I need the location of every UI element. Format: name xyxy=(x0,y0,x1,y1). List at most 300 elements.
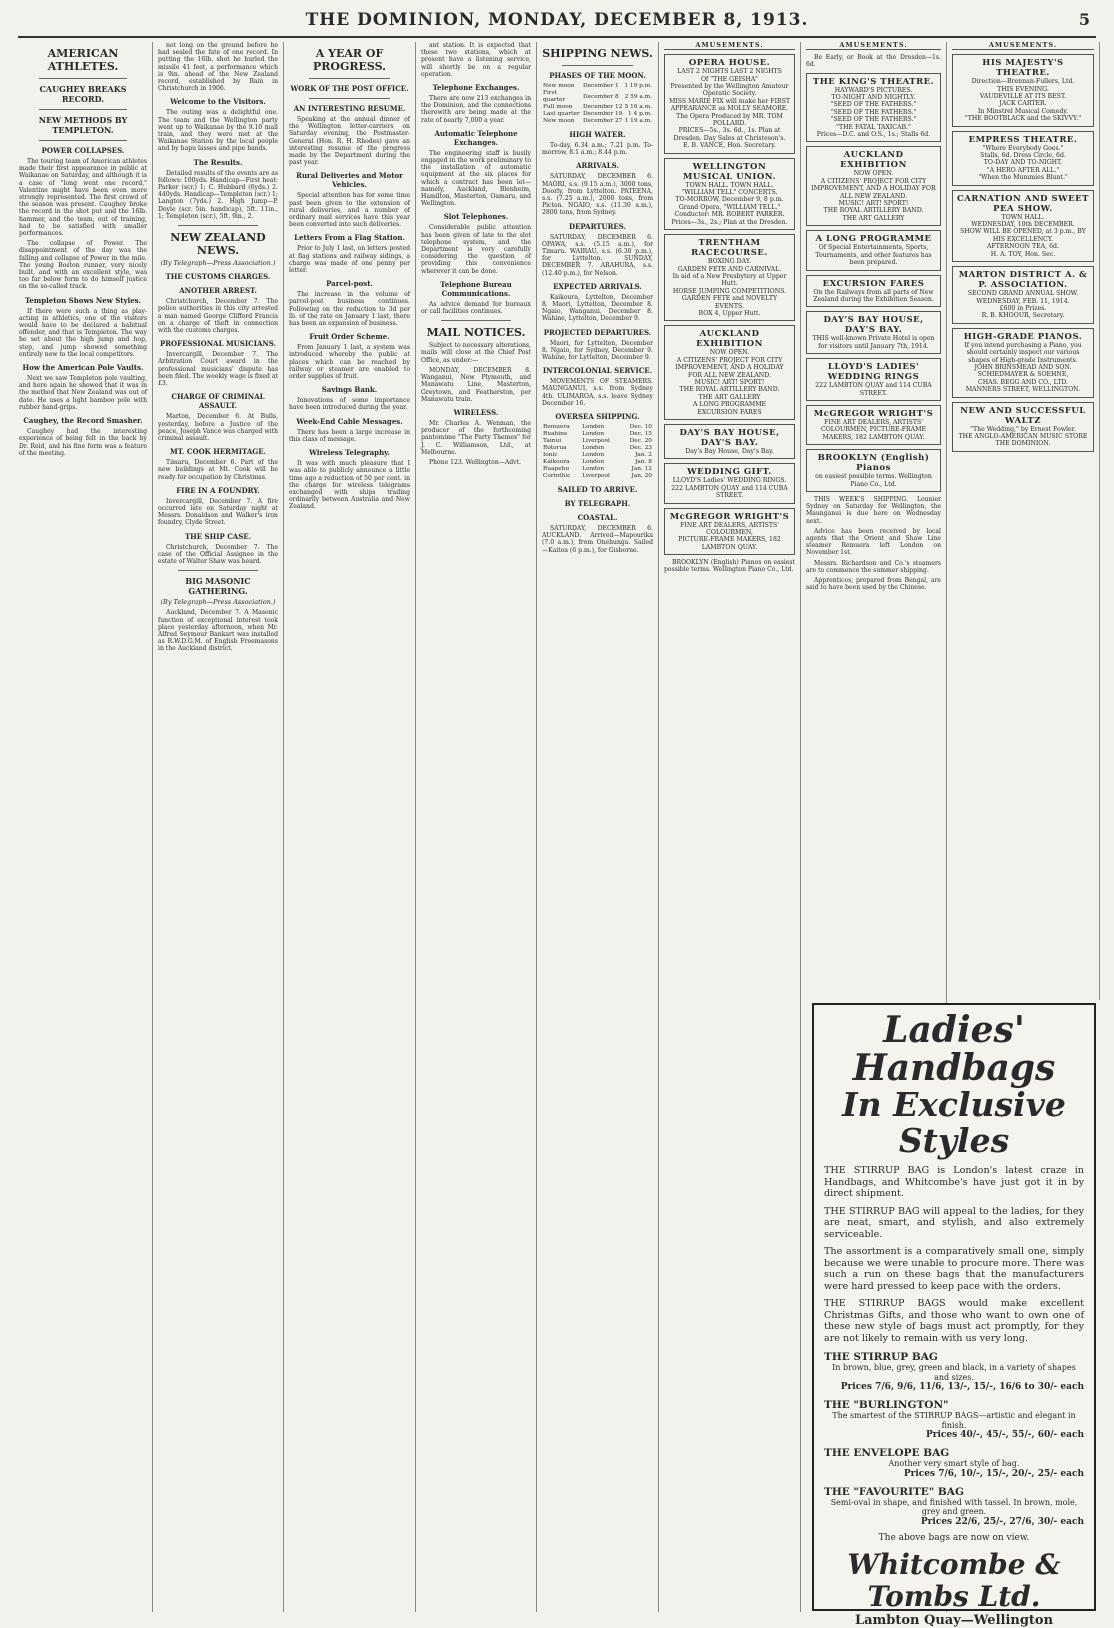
headline: BIG MASONIC GATHERING. xyxy=(185,576,251,597)
article-paragraph: SATURDAY, DECEMBER 6. MAORI, s.s. (9.15 a.m.), 3000 tons, Doorly, from Lyttelton. PATEENA, s.s. (7.25 a.m.), 2000 tons, from Picton. NGAIO, s.s. (11.30 a.m.), 2800 tons, from Sydney. xyxy=(542,173,653,217)
headline: MAIL NOTICES. xyxy=(426,326,526,340)
ad-line: The Opera Produced by MR. TOM POLLARD. xyxy=(676,112,783,128)
ad-heading: EMPRESS THEATRE. xyxy=(968,134,1078,145)
page-number: 5 xyxy=(1078,10,1090,29)
article-paragraph: Considerable public attention has been given of late to the slot telephone system, and the Department is very carefully considering the question of providing this convenience wherever it can be done. xyxy=(421,224,531,275)
moon-phase-row xyxy=(542,118,653,125)
moon-phase-row xyxy=(542,111,653,118)
section-heading: Letters From a Flag Station. xyxy=(294,233,405,243)
ad-heading: TRENTHAM RACECOURSE. xyxy=(691,238,768,259)
ad-line: TOWN HALL. TOWN HALL. "WILLIAM TELL" CONCERTS. xyxy=(681,181,778,197)
ad-line: WEDNESDAY, 10th DECEMBER. xyxy=(971,221,1075,229)
ad-line: TO-MORROW, December 9, 8 p.m. xyxy=(675,196,784,204)
ad-heading: AUCKLAND EXHIBITION xyxy=(840,150,907,171)
table-cell: Dec. 20 xyxy=(629,438,652,445)
section-title: AMUSEMENTS. xyxy=(806,42,941,50)
section-heading: Fruit Order Scheme. xyxy=(309,332,390,342)
table-cell: Liverpool xyxy=(582,473,610,480)
article-paragraph: SATURDAY, DECEMBER 6. AUCKLAND. Arrived—Mapourika (7.0 a.m.), from Onehunga. Sailed—Kaitoa (6 p.m.), for Gisborne. xyxy=(542,525,653,554)
divider xyxy=(309,98,390,99)
table-cell: 1 19 p.m. xyxy=(624,83,652,89)
ad-heading: WEDDING GIFT. xyxy=(687,467,772,478)
section-heading: PROFESSIONAL MUSICIANS. xyxy=(159,339,277,349)
table-cell: London xyxy=(582,452,605,459)
mcgregor-wright-ad xyxy=(664,508,795,556)
ad-line: THE DOMINION. xyxy=(995,440,1051,448)
moon-phase-row xyxy=(542,90,653,104)
article-paragraph: There are now 213 exchanges in the Dominion, and the connections therewith are being made at the rate of nearly 7,000 a year. xyxy=(421,95,531,124)
ad-line: WEDNESDAY, FEB. 11, 1914. xyxy=(976,297,1070,305)
article-paragraph: Advice has been received by local agents that the Orient and Shaw Line steamer Remuera left London on November 1st. xyxy=(806,527,941,557)
table-cell: 2 59 a.m. xyxy=(624,93,652,100)
table-cell: New moon xyxy=(543,118,575,124)
ad-line: EXCURSION FARES xyxy=(697,408,762,416)
ad-heading: McGREGOR WRIGHT'S xyxy=(669,511,790,522)
pianos-ad xyxy=(952,328,1094,398)
column-1 xyxy=(14,42,153,1612)
ad-line: FINE ART DEALERS, ARTISTS' COLOURMEN, PICTURE-FRAME MAKERS, 182 LAMBTON QUAY. xyxy=(820,418,926,441)
article-paragraph: Invercargill, December 7. A fire occurred late on Saturday night at Messrs. Donaldson and Walker's iron foundry, Clyde Street. xyxy=(158,497,278,527)
ad-line: BOX 4, Upper Hutt. xyxy=(698,309,761,317)
table-cell: Full moon xyxy=(543,104,573,110)
ad-line: AFTERNOON TEA, 6d. xyxy=(987,243,1059,251)
divider xyxy=(39,78,127,79)
section-heading: How the American Pole Vaults. xyxy=(22,363,144,373)
bag-item xyxy=(824,1351,1084,1392)
article-paragraph: Kaikoura, Lyttelton, December 8. Maori, Lyttelton, December 8. Ngaio, Wanganui, December 8. Wahine, Lyttelton, December 9. xyxy=(542,293,653,323)
article-paragraph: Special attention has for some time past been given to the extension of rural deliveries, and a number of ordinary mail services have this year been converted into such deliveries. xyxy=(289,192,410,229)
ad-heading: LLOYD'S LADIES' WEDDING RINGS xyxy=(827,362,920,383)
bag-description: Another very smart style of bag. xyxy=(888,1459,1020,1468)
section-heading: OVERSEA SHIPPING. xyxy=(555,412,640,422)
ad-line: 222 LAMBTON QUAY and 114 CUBA STREET. xyxy=(671,484,788,500)
section-heading: Telephone Bureau Communications. xyxy=(440,279,512,298)
ad-line: "SEED OF THE FATHERS." xyxy=(830,108,917,116)
ad-heading: NEW AND SUCCESSFUL WALTZ xyxy=(960,405,1086,426)
bag-item xyxy=(824,1399,1084,1440)
column-4 xyxy=(416,42,537,1612)
ad-line: TO-NIGHT AND NIGHTLY. xyxy=(831,94,916,102)
ad-heading: AUCKLAND EXHIBITION xyxy=(696,329,763,350)
ad-line: PICTURE-FRAME MAKERS, 182 LAMBTON QUAY. xyxy=(678,536,781,551)
ad-line: on easiest possible terms. Wellington Piano Co., Ltd. xyxy=(815,473,932,488)
ad-line: GARDEN FETE and NOVELTY EVENTS. xyxy=(681,295,778,310)
section-heading: MT. COOK HERMITAGE. xyxy=(169,447,266,457)
shipping-row xyxy=(542,424,653,431)
moon-phase-row xyxy=(542,83,653,90)
article-paragraph: It was with much pleasure that I was able to publicly announce a little time ago a reduction of 50 per cent. in the charge for wireless telegrams exchanged with ships trading ordinarily between Australia and New Zealand. xyxy=(289,460,410,511)
table-cell: December 19 xyxy=(582,111,623,117)
article-paragraph: Christchurch, December 7. The police authorities in this city arrested a man named George Clifford Francis on a charge of theft in connection with the customs charges. xyxy=(158,298,278,335)
ad-line: Grand Opera, "WILLIAM TELL." xyxy=(678,203,781,211)
ad-line: A CITIZENS' PROJECT FOR CITY IMPROVEMENT, AND A HOLIDAY FOR ALL NEW ZEALAND. xyxy=(811,177,936,200)
ad-line: MUSIC! ART! SPORT! xyxy=(838,200,909,208)
article-paragraph: not long on the ground before he had sealed the fate of one record. In putting the 16lb. shot he hurled the missile 41 feet, a performance which is 9in. ahead of the New Zealand record, established by Bain in Christchurch in 1906. xyxy=(158,42,278,93)
ad-line: E. B. VANCE, Hon. Secretary. xyxy=(683,142,776,150)
ad-heading: HIS MAJESTY'S THEATRE. xyxy=(982,58,1064,79)
ad-line: THE ROYAL ARTILLERY BAND. xyxy=(823,207,924,215)
table-cell: Remuera xyxy=(543,424,570,431)
bag-name: THE "FAVOURITE" BAG xyxy=(824,1485,964,1498)
trentham-ad xyxy=(664,234,795,321)
article-paragraph: As advice demand for bureaux or call facilities continues. xyxy=(421,300,531,316)
brooklyn-piano-ad xyxy=(806,449,941,492)
ad-heading: A LONG PROGRAMME xyxy=(815,234,932,245)
article-paragraph: SATURDAY, DECEMBER 6. OPAWA, s.s. (5.15 a.m.), for Timaru. WAIRAU, s.s. (6.30 p.m.), for Lyttelton. SUNDAY, DECEMBER 7. ARAHURA, s.s. (12.40 p.m.), for Nelson. xyxy=(542,233,653,277)
ad-line: If you intend purchasing a Piano, you should certainly inspect our various shapes of High-grade Instruments. xyxy=(964,341,1082,364)
section-heading: DEPARTURES. xyxy=(569,221,626,231)
ad-line: 222 LAMBTON QUAY and 114 CUBA STREET. xyxy=(815,382,932,397)
section-heading: THE CUSTOMS CHARGES. xyxy=(165,272,271,282)
bag-price: Prices 22/6, 25/-, 27/6, 30/- each xyxy=(920,1516,1084,1527)
ad-paragraph: The assortment is a comparatively small one, simply because we were unable to procure more. There was such a run on these bags that the manufacturers were hard pressed to keep pace with the orders. xyxy=(824,1246,1084,1292)
table-cell: Jan. 8 xyxy=(635,459,652,466)
bag-description: Semi-oval in shape, and finished with tassel. In brown, mole, grey and green. xyxy=(830,1497,1078,1516)
section-heading: ANOTHER ARREST. xyxy=(179,286,257,296)
ad-heading: DAY'S BAY HOUSE, DAY'S BAY. xyxy=(679,428,780,449)
table-cell: Jan. 2 xyxy=(635,452,652,459)
article-paragraph: From January 1 last, a system was introduced whereby the public at places which can be reached by railway or steamer are enabled to order supplies of fruit. xyxy=(289,344,410,381)
table-cell: London xyxy=(582,424,605,431)
article-paragraph: Caughey had the interesting experience of being felt in the back by Dr. Reid, and his fine form was a feature of the meeting. xyxy=(19,428,147,457)
days-bay-house-ad xyxy=(806,311,941,354)
ad-line: On the Railways from all parts of New Zealand during the Exhibition Season. xyxy=(813,288,934,303)
auckland-exhibition-ad xyxy=(806,146,941,226)
ad-line: NOW OPEN. xyxy=(853,170,894,178)
section-heading: SAILED TO ARRIVE. xyxy=(557,485,638,495)
divider xyxy=(178,225,258,226)
section-heading: COASTAL. xyxy=(577,513,618,523)
moon-phase-row xyxy=(542,104,653,111)
ad-heading: HIGH-GRADE PIANOS. xyxy=(963,331,1083,342)
byline: (By Telegraph—Press Association.) xyxy=(160,259,276,268)
headline: SHIPPING NEWS. xyxy=(542,47,653,60)
article-paragraph: Invercargill, December 7. The Arbitration Court award in the professional musicians' dispute has been filed. The weekly wage is fixed at £3. xyxy=(158,351,278,388)
bag-item xyxy=(824,1486,1084,1527)
ad-heading: OPERA HOUSE. xyxy=(688,58,771,69)
ad-paragraph: THE STIRRUP BAGS would make excellent Christmas Gifts, and those who want to own one of these new style of bags must act promptly, for they are not likely to remain with us very long. xyxy=(824,1298,1084,1344)
ad-line: TO-DAY AND TO-NIGHT. xyxy=(983,159,1063,167)
ad-line: FINE ART DEALERS, ARTISTS' COLOURMEN, xyxy=(680,521,779,537)
ad-line: H. A. TOY, Hon. Sec. xyxy=(990,250,1056,258)
ad-line: "SEED OF THE FATHERS." xyxy=(830,116,917,124)
ad-line: THIS well-known Private Hotel is open for visitors until January 7th, 1914. xyxy=(812,335,935,350)
article-paragraph: Christchurch, December 7. The case of the Official Assignee in the estate of Walter Shaw was heard. xyxy=(158,543,278,565)
section-heading: Parcel-post. xyxy=(326,279,373,289)
ad-line: In aid of a New Presbytery at Upper Hutt. xyxy=(672,272,787,288)
ad-line: A CITIZENS' PROJECT FOR CITY IMPROVEMENT, AND A HOLIDAY FOR ALL NEW ZEALAND. xyxy=(675,356,784,379)
headline: NEW ZEALAND NEWS. xyxy=(170,231,266,258)
classified-text: BROOKLYN (English) Pianos on easiest possible terms. Wellington Piano Co., Ltd. xyxy=(664,559,795,574)
headline: A YEAR OF PROGRESS. xyxy=(313,47,386,73)
column-3 xyxy=(284,42,416,1612)
article-paragraph: ant station. It is expected that these two stations, which at present have a listening service, will shortly be on a regular operation. xyxy=(421,42,531,78)
section-heading: Slot Telephones. xyxy=(443,212,509,222)
table-cell: Corinthic xyxy=(543,473,571,480)
article-paragraph: The engineering staff is busily engaged in the work preliminary to the installation of automatic equipment at the six places for which a contract has been let—namely, Auckland, Blenheim, Hamilton, Masterton, Oamaru, and Wellington. xyxy=(421,149,531,208)
section-heading: INTERCOLONIAL SERVICE. xyxy=(542,366,653,376)
section-title: AMUSEMENTS. xyxy=(952,42,1094,50)
ad-line: "THE FATAL TAXICAB." xyxy=(836,123,911,131)
tide-text: To-day, 6.34 a.m.; 7.21 p.m. To-morrow, 8.1 a.m.; 8.44 p.m. xyxy=(542,142,653,157)
days-bay-ad xyxy=(664,424,795,459)
wedding-gift-ad xyxy=(664,463,795,503)
ad-line: THE ANGLO-AMERICAN MUSIC STORE xyxy=(958,432,1088,440)
ad-line: "A HERO AFTER ALL." xyxy=(986,166,1060,174)
ad-line: THE ART GALLERY xyxy=(842,214,905,222)
bag-description: The smartest of the STIRRUP BAGS—artistic and elegant in finish. xyxy=(832,1411,1076,1430)
ad-line: SCHIEDMAYER & SOEHNE, xyxy=(977,371,1069,379)
section-heading: PHASES OF THE MOON. xyxy=(549,71,646,80)
ad-line: A LONG PROGRAMME xyxy=(692,401,767,409)
ad-line: R. B. KHOOUR, Secretary. xyxy=(981,312,1065,320)
ad-line: In Minstrel Musical Comedy. xyxy=(977,107,1069,115)
column-8 xyxy=(947,42,1100,1000)
table-cell: 1 19 a.m. xyxy=(624,118,652,124)
bag-description: In brown, blue, grey, green and black, in a variety of shapes and sizes. xyxy=(832,1363,1076,1382)
divider xyxy=(441,320,511,321)
table-cell: London xyxy=(582,445,605,452)
article-paragraph: Phone 123. Wellington—Advt. xyxy=(429,458,521,466)
ad-line: "THE BOOTBLACK and the SKIVVY." xyxy=(964,115,1082,123)
ad-line: TOWN HALL. xyxy=(1001,213,1045,221)
article-paragraph: The outing was a delightful one. The team and the Wellington party went up to Waikanae by the 9.10 mail train, and they were met at the Waikanae Station by the local people and by hapu lasses and pipe bands. xyxy=(158,109,278,153)
table-cell: Ruahine xyxy=(543,431,568,438)
lloyds-rings-ad xyxy=(806,358,941,401)
article-paragraph: Messrs. Richardson and Co.'s steamers are to commence the summer shipping. xyxy=(806,559,941,574)
table-cell: Ionic xyxy=(543,452,558,459)
ad-line: MANNERS STREET, WELLINGTON. xyxy=(965,386,1081,394)
article-paragraph: THIS WEEK'S SHIPPING. Lounier Sydney on Saturday for Wellington, the Maunganui is due here on Wednesday next. xyxy=(806,495,941,525)
bag-name: THE "BURLINGTON" xyxy=(824,1399,949,1411)
ad-paragraph: THE STIRRUP BAG is London's latest craze in Handbags, and Whitcombe's have just got it in by direct shipment. xyxy=(824,1165,1084,1199)
shipping-row xyxy=(542,452,653,459)
divider xyxy=(39,140,127,141)
ad-line: "SEED OF THE FATHERS." xyxy=(830,101,917,109)
section-heading: Savings Bank. xyxy=(321,385,378,395)
article-paragraph: Timaru, December 6. Part of the new buildings at Mt. Cook will be ready for occupation by Christmas. xyxy=(158,459,278,481)
ad-line: CHAS. BEGG AND CO., LTD. xyxy=(977,378,1069,386)
section-heading: PROJECTED DEPARTURES. xyxy=(543,327,652,337)
section-heading: Week-End Cable Messages. xyxy=(296,416,403,426)
ad-heading: McGREGOR WRIGHT'S xyxy=(813,408,934,419)
subheadline: WORK OF THE POST OFFICE. xyxy=(290,84,409,93)
shipping-row xyxy=(542,466,653,473)
section-heading: Templeton Shows New Styles. xyxy=(24,295,142,305)
ad-heading: THE KING'S THEATRE. xyxy=(812,76,935,87)
ad-line: THE ART GALLERY xyxy=(698,393,761,401)
ad-heading: MARTON DISTRICT A. & P. ASSOCIATION. xyxy=(958,270,1088,291)
section-heading: THE SHIP CASE. xyxy=(184,531,252,541)
ad-line: Conductor: MR. ROBERT PARKER. xyxy=(674,211,785,219)
table-cell: Dec. 10 xyxy=(629,424,652,431)
section-heading: EXPECTED ARRIVALS. xyxy=(553,281,642,291)
ad-line: NOW OPEN. xyxy=(709,349,750,357)
section-heading: Telephone Exchanges. xyxy=(432,83,520,93)
ad-line: PRICES—5s., 3s. 6d., 1s. Plan at Dresden. Day Sales at Christeson's. xyxy=(673,127,786,142)
bag-price: Prices 7/6, 9/6, 11/6, 13/-, 15/-, 16/6 to 30/- each xyxy=(840,1382,1084,1392)
excursion-fares-ad xyxy=(806,275,941,308)
ad-line: Of Special Entertainments, Sports, Tournaments, and other features has been prepared. xyxy=(815,244,932,267)
ad-heading: EXCURSION FARES xyxy=(822,278,925,289)
table-cell: London xyxy=(582,459,605,466)
shipping-row xyxy=(542,431,653,438)
table-cell: Last quarter xyxy=(543,111,580,117)
article-paragraph: Maori, for Lyttelton, December 8. Ngaio, for Sydney, December 9. Wahine, for Lyttelton, December 9. xyxy=(542,339,653,362)
article-paragraph: Innovations of some importance have been introduced during the year. xyxy=(289,397,410,412)
ad-line: JACK CARTER. xyxy=(999,100,1047,108)
table-cell: Jan. 12 xyxy=(631,466,652,473)
ad-line: LAST 2 NIGHTS LAST 2 NIGHTS xyxy=(677,68,782,76)
section-heading: FIRE IN A FOUNDRY. xyxy=(176,485,260,495)
section-heading: HIGH WATER. xyxy=(569,130,626,139)
ad-footer: The above bags are now on view. xyxy=(878,1532,1030,1543)
musical-union-ad xyxy=(664,158,795,230)
article-paragraph: Speaking at the annual dinner of the Wellington letter-carriers on Saturday evening, the Postmaster-General (Hon. R. H. Rhodes) gave an interesting resume of the progress made by the Department during the past year. xyxy=(289,116,410,167)
ad-heading: BROOKLYN (English) Pianos xyxy=(817,453,930,474)
table-cell: Kaikoura xyxy=(543,459,570,466)
article-paragraph: Mr. Charles A. Wenman, the producer of the forthcoming pantomime "The Party Themes" for J. C. Williamson, Ltd., at Melbourne. xyxy=(421,419,531,456)
article-paragraph: Auckland, December 7. A Masonic function of exceptional interest took place yesterday afternoon, when Mr. Alfred Seymour Bankart was installed as R.W.D.G.M. of English Freemasons in the Auckland district. xyxy=(158,609,278,653)
section-heading: CHARGE OF CRIMINAL ASSAULT. xyxy=(171,392,265,411)
ad-heading: DAY'S BAY HOUSE, DAY'S BAY. xyxy=(823,315,924,336)
section-heading: WIRELESS. xyxy=(453,407,499,417)
table-cell: Liverpool xyxy=(582,438,610,445)
article-paragraph: Marton, December 6. At Bulls, yesterday, before a Justice of the peace, Joseph Vance was charged with criminal assault. xyxy=(158,413,278,442)
ad-line: £600 in Prizes. xyxy=(999,304,1047,312)
bag-item xyxy=(824,1447,1084,1479)
section-heading: BY TELEGRAPH. xyxy=(564,499,631,509)
ad-line: Prices—3s., 2s.; Plan at the Dresden. xyxy=(671,218,788,226)
divider xyxy=(309,78,390,79)
bag-name: THE ENVELOPE BAG xyxy=(824,1447,950,1459)
table-cell: London xyxy=(582,466,605,473)
bag-name: THE STIRRUP BAG xyxy=(824,1351,938,1363)
column-6 xyxy=(659,42,801,1612)
table-cell: December 12 xyxy=(582,104,623,110)
ad-heading: WELLINGTON MUSICAL UNION. xyxy=(683,161,776,182)
shipping-row xyxy=(542,438,653,445)
marton-show-ad xyxy=(952,266,1094,324)
firm-location: Lambton Quay—Wellington xyxy=(854,1612,1054,1628)
ad-headline: Ladies' Handbags xyxy=(852,1009,1056,1089)
subheadline: CAUGHEY BREAKS RECORD. xyxy=(39,84,127,104)
article-paragraph: MOVEMENTS OF STEAMERS. MAUNGANUI, s.s. from Sydney 4th. ULIMAROA, s.s. leave Sydney December 16. xyxy=(542,378,653,407)
section-title: AMUSEMENTS. xyxy=(664,42,795,50)
table-cell: December 8 xyxy=(582,93,619,100)
subheadline: POWER COLLAPSES. xyxy=(41,146,125,155)
section-heading: Rural Deliveries and Motor Vehicles. xyxy=(296,171,403,190)
ad-line: JOHN BRINSMEAD AND SON. xyxy=(974,363,1072,371)
subheadline: NEW METHODS BY TEMPLETON. xyxy=(38,115,128,135)
ad-heading: CARNATION AND SWEET PEA SHOW. xyxy=(957,193,1089,214)
ad-line: Direction—Brennan-Fullers, Ltd. xyxy=(971,78,1075,86)
ad-line: MUSIC! ART! SPORT! xyxy=(694,378,765,386)
table-cell: Jan. 20 xyxy=(631,473,652,480)
table-cell: Rotorua xyxy=(543,445,567,452)
table-cell: Tainui xyxy=(543,438,562,445)
section-heading: Welcome to the Visitors. xyxy=(170,97,266,107)
ad-line: Day's Bay House, Day's Bay. xyxy=(685,448,774,456)
column-2 xyxy=(153,42,284,1612)
byline: (By Telegraph—Press Association.) xyxy=(160,598,276,607)
auckland-exhibition-ad xyxy=(664,325,795,420)
ad-line: THIS EVENING. xyxy=(997,85,1049,93)
ad-line: VAUDEVILLE AT ITS BEST. xyxy=(979,93,1067,101)
table-cell: December 27 xyxy=(582,118,623,124)
column-5 xyxy=(537,42,659,1612)
handbag-advertisement xyxy=(812,1003,1096,1628)
ad-line: "When the Mummies Blunt." xyxy=(978,174,1068,182)
ad-line: LLOYD'S Ladies' WEDDING RINGS. xyxy=(672,477,787,485)
opera-house-ad xyxy=(664,54,795,153)
shipping-row xyxy=(542,459,653,466)
article-paragraph: Prior to July 1 last, on letters posted at flag stations and railway sidings, a charge was made of one penny per letter. xyxy=(289,245,410,275)
ad-line: Presented by the Wellington Amateur Operatic Society. xyxy=(670,83,789,98)
ad-line: SECOND GRAND ANNUAL SHOW. xyxy=(967,290,1079,298)
section-heading: Caughey, the Record Smasher. xyxy=(23,416,143,426)
programme-ad xyxy=(806,230,941,270)
oversea-shipping-table xyxy=(542,424,653,480)
section-heading: Automatic Telephone Exchanges. xyxy=(434,128,518,147)
masthead xyxy=(18,8,1096,38)
article-paragraph: Detailed results of the events are as follows: 100yds. Handicap—First heat: Parker (scr.) 1; C. Hubbard (6yds.) 2. 440yds. Handicap—Templeton (scr.) 1; Langton (7yds.) 2. High Jump—P. Doyle (scr. 5in. handicap), 5ft. 11in., 1; Templeton (scr.), 5ft. 9in., 2. xyxy=(158,169,278,220)
divider xyxy=(39,109,127,110)
table-cell: London xyxy=(582,431,605,438)
ad-line: Stalls, 6d. Dress Circle, 6d. xyxy=(980,152,1066,160)
moon-phase-table xyxy=(542,83,653,125)
table-cell: Dec. 15 xyxy=(629,431,652,438)
section-heading: ARRIVALS. xyxy=(576,161,619,171)
article-paragraph: The collapse of Power. The disappointment of the day was the falling and collapse of Power in the mile. The young Boston runner, very nicely built, and with an excellent style, was too far below form to do himself justice on the so-called track. xyxy=(19,240,147,291)
section-heading: The Results. xyxy=(193,157,243,167)
shipping-row xyxy=(542,445,653,452)
bag-price: Prices 40/-, 45/-, 55/-, 60/- each xyxy=(925,1430,1084,1440)
waltz-ad xyxy=(952,402,1094,452)
ad-line: HAYWARD'S PICTURES. xyxy=(834,86,913,94)
mcgregor-wright-ad xyxy=(806,405,941,445)
ad-line: "The Wedding," by Ernest Fowler. xyxy=(970,425,1076,433)
table-cell: 1 4 p.m. xyxy=(628,111,652,117)
kings-theatre-ad xyxy=(806,73,941,143)
ad-line: GARDEN FETE AND CARNIVAL. xyxy=(677,265,782,273)
ad-paragraph: THE STIRRUP BAG will appeal to the ladies, for they are neat, smart, and stylish, and also extremely serviceable. xyxy=(824,1205,1084,1240)
article-paragraph: If there were such a thing as play-acting in athletics, one of the visitors would have to be declared a habitual offender, and that is Templeton. The way he set about the high jump and hop, step, and jump showed something entirely new to the local competitors. xyxy=(19,307,147,358)
ad-line: SHOW WILL BE OPENED, at 3 p.m., BY HIS EXCELLENCY. xyxy=(960,228,1086,243)
table-cell: Dec. 23 xyxy=(629,445,652,452)
classified-text: Be Early, or Book at the Dresden—1s. 6d. xyxy=(806,54,941,69)
his-majestys-theatre-ad xyxy=(952,54,1094,126)
carnation-show-ad xyxy=(952,190,1094,262)
table-cell: 5 16 a.m. xyxy=(624,104,652,110)
article-paragraph: The increase in the volume of parcel-post business continues. Following on the reduction to 3d per lb. of the rate on January 1 last, there has been an expansion of business. xyxy=(289,291,410,328)
subheadline: AN INTERESTING RESUME. xyxy=(293,104,406,113)
article-paragraph: Apprentices, prepared from Bengal, are said to have been used by the Chinese. xyxy=(806,577,941,592)
article-paragraph: Subject to necessary alterations, mails will close at the Chief Post Office, as under:— xyxy=(421,342,531,364)
ad-line: MISS MARIE FIX will make her FIRST APPEARANCE as MOLLY SEAMORE. xyxy=(668,97,791,113)
divider xyxy=(178,570,258,571)
bag-price: Prices 7/6, 10/-, 15/-, 20/-, 25/- each xyxy=(903,1468,1084,1479)
headline: AMERICAN ATHLETES. xyxy=(47,47,119,73)
ad-line: BOXING DAY. xyxy=(707,258,752,266)
article-paragraph: Next we saw Templeton pole vaulting, and here again he showed that it was in the method that New Zealand was out of date. He uses a light bamboo pole with rubber hand-grips. xyxy=(19,375,147,411)
table-cell: Ruapehu xyxy=(543,466,570,473)
article-paragraph: The touring team of American athletes made their first appearance in public at Waikanae on Saturday, and although it is a case of "long went one record," Valentine might have been even more strongly represented. The first crowd of the season was present. Caughey broke the record in the shot put and the 16lb. hammer, and the team, out of training, had to be satisfied with smaller performances. xyxy=(19,158,147,238)
ad-line: THE ROYAL ARTILLERY BAND. xyxy=(679,386,780,394)
shipping-row xyxy=(542,473,653,480)
empress-theatre-ad xyxy=(952,131,1094,186)
article-paragraph: MONDAY, DECEMBER 8. Wanganui, New Plymouth, and Manawatu Line, Masterton, Greytown, and Featherston, per Manawatu train. xyxy=(421,366,531,403)
